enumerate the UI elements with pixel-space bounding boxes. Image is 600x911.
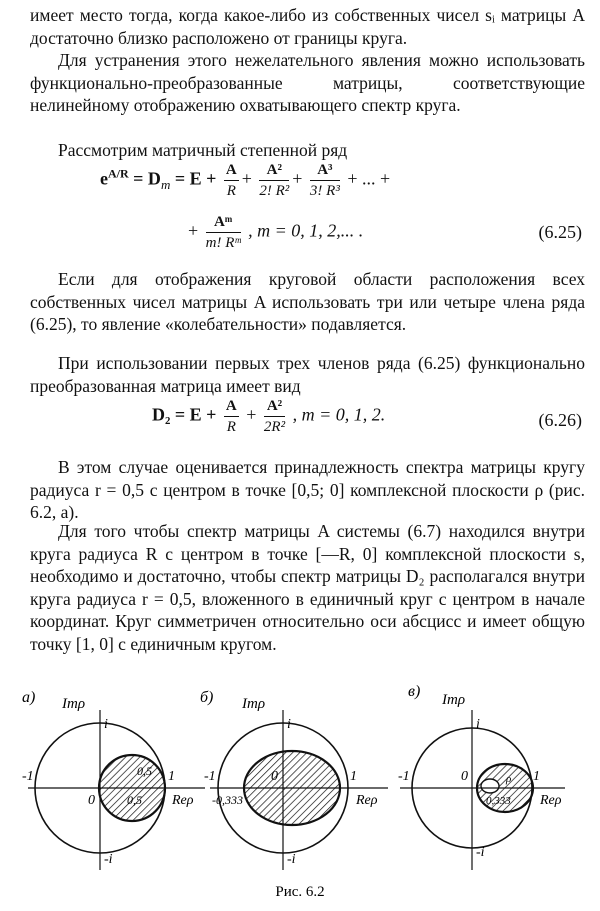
paragraph: Для устранения этого нежелательного явления можно использовать функционально-преобразованные матрицы, соответствующие нелинейному отображению охватывающего спектр круга.: [30, 50, 585, 115]
label-one: 1: [350, 769, 357, 784]
im-axis-label: Imρ: [242, 696, 266, 712]
label-i: i: [476, 717, 480, 732]
equation-6-25-line1: $e^{A/R} = D_m = E$ + $\frac{A}{R}$ + $\frac{\text{A²}}{\text{2! R²}}$ + $\frac{\text{A³}}{\text{3! R³}}$ + ... +: [100, 162, 391, 199]
figure-6-2: [0, 670, 600, 911]
figure-panel-b: [200, 689, 388, 870]
label-one: 1: [533, 769, 540, 784]
label-minus-one: -1: [22, 769, 34, 784]
panel-tag: б): [200, 689, 214, 706]
label-minus-one: -1: [398, 769, 410, 784]
re-axis-label: Reρ: [540, 793, 562, 808]
equation-6-26: D₂ = E + $\frac{A}{R}$ + $\frac{\text{A²}}{\text{2R²}}$ , m = 0, 1, 2.: [152, 398, 386, 435]
inner-loop: [481, 779, 499, 793]
paragraph: Рассмотрим матричный степенной ряд: [58, 140, 348, 160]
panel-tag: в): [408, 683, 421, 700]
paragraph: Если для отображения круговой области расположения всех собственных чисел матрицы A использовать три или четыре члена ряда (6.25), то явление «колебательности» подавляется.: [30, 269, 585, 334]
fraction: $\frac{A}{R}$: [225, 398, 237, 435]
im-axis-label: Imρ: [442, 692, 466, 708]
im-axis-label: Imρ: [62, 696, 86, 712]
figure-panel-a: [22, 689, 205, 870]
paragraph: В этом случае оценивается принадлежность спектра матрицы кругу радиуса r = 0,5 с центром в точке [0,5; 0] комплексной плоскости ρ (рис. 6.2, а).: [30, 457, 585, 522]
re-axis-label: Reρ: [172, 793, 194, 808]
label-rho: ρ: [506, 773, 512, 785]
fraction: $\frac{\text{A³}}{\text{3! R³}}$: [309, 162, 340, 199]
paragraph: При использовании первых трех членов ряда (6.25) функционально преобразованная матрица имеет вид: [30, 353, 585, 396]
label-i: i: [104, 717, 108, 732]
fraction: $\frac{\text{Aᵐ}}{\text{m! Rᵐ}}$: [205, 214, 241, 251]
label-i: i: [287, 717, 291, 732]
equation-number: (6.25): [538, 222, 582, 242]
equation-number: (6.26): [538, 410, 582, 430]
figure-caption: Рис. 6.2: [275, 884, 325, 900]
fraction: $\frac{\text{A²}}{\text{2! R²}}$: [259, 162, 290, 199]
label-zero: 0: [88, 793, 95, 808]
fraction: $\frac{\text{A²}}{\text{2R²}}$: [263, 398, 286, 435]
label-zero: 0: [461, 769, 468, 784]
label-one: 1: [168, 769, 175, 784]
panel-tag: а): [22, 689, 36, 706]
label-center: 0,5: [127, 793, 142, 807]
label-minus-i: -i: [104, 852, 113, 867]
label-minus-one: -1: [204, 769, 216, 784]
paragraph: имеет место тогда, когда какое-либо из собственных чисел sᵢ матрицы A достаточно близко расположено от границы круга.: [30, 5, 585, 48]
fraction: $\frac{A}{R}$: [225, 162, 237, 199]
label-minus-i: -i: [476, 845, 485, 860]
figure-panel-c: [398, 683, 565, 870]
equation-6-25-line2: + $\frac{\text{Aᵐ}}{\text{m! Rᵐ}}$ , m = 0, 1, 2,... .: [188, 214, 364, 251]
re-axis-label: Reρ: [356, 793, 378, 808]
paragraph: Для того чтобы спектр матрицы A системы (6.7) находился внутри круга радиуса R с центром в точке [—R, 0] комплексной плоскости s, необходимо и достаточно, чтобы спектр матрицы D₂ располагался внутри круга радиуса r = 0,5, вложенного в единичный круг с центром в начале координат. Круг симметричен относительно оси абсцисс и имеет общую точку [1, 0] с единичным кругом.: [30, 521, 585, 654]
label-zero: 0: [271, 769, 278, 784]
label-0333: 0,333: [486, 795, 511, 807]
label-minus-i: -i: [287, 852, 296, 867]
label-radius: 0,5: [137, 764, 152, 778]
label-minus-0333: -0,333: [212, 793, 243, 807]
